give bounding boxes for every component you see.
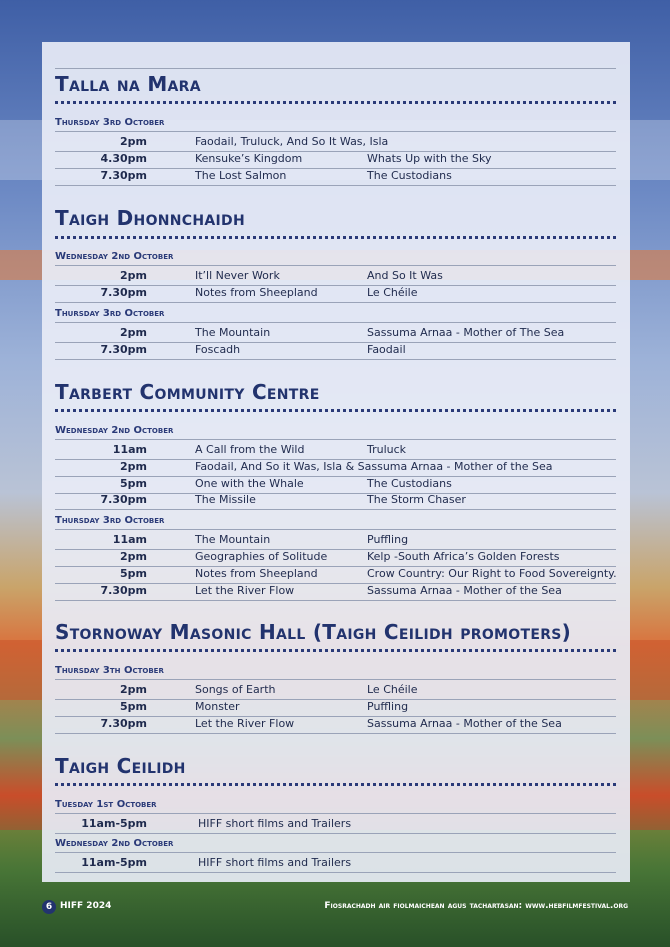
screening-time: 5pm — [120, 567, 147, 580]
day-divider — [55, 439, 616, 440]
film-title: The Storm Chaser — [367, 493, 466, 506]
screening-time: 11am — [112, 443, 147, 456]
title-rule — [55, 68, 616, 69]
screening-time: 2pm — [120, 683, 147, 696]
film-title: Sassuma Arnaa - Mother of the Sea — [367, 717, 562, 730]
table-row — [55, 442, 616, 460]
table-row — [55, 816, 616, 834]
table-row — [55, 492, 616, 510]
film-title: Crow Country: Our Right to Food Sovereignty. — [367, 567, 617, 580]
day-heading: Thursday 3th October — [55, 665, 164, 676]
day-divider — [55, 265, 616, 266]
footer-website: Fiosrachadh air fiolmaichean agus tachartasan: www.hebfilmfestival.org — [324, 901, 628, 911]
film-title: Faodail, And So it Was, Isla & Sassuma Arnaa - Mother of the Sea — [195, 460, 553, 473]
film-title: Sassuma Arnaa - Mother of the Sea — [367, 584, 562, 597]
table-row — [55, 855, 616, 873]
table-row — [55, 285, 616, 303]
film-title: It’ll Never Work — [195, 269, 280, 282]
day-heading: Thursday 3rd October — [55, 515, 165, 526]
screening-time: 7.30pm — [100, 343, 147, 356]
table-row — [55, 325, 616, 343]
film-title: Faodail, Truluck, And So It Was, Isla — [195, 135, 389, 148]
screening-time: 7.30pm — [100, 169, 147, 182]
film-title: Notes from Sheepland — [195, 286, 318, 299]
screening-time: 7.30pm — [100, 717, 147, 730]
film-title: And So It Was — [367, 269, 443, 282]
film-title: The Custodians — [367, 169, 452, 182]
film-title: Le Chéile — [367, 286, 418, 299]
film-title: Kelp -South Africa’s Golden Forests — [367, 550, 560, 563]
screening-time: 4.30pm — [100, 152, 147, 165]
table-row — [55, 566, 616, 584]
table-row — [55, 682, 616, 700]
day-divider — [55, 529, 616, 530]
table-row — [55, 716, 616, 734]
film-title: The Missile — [195, 493, 256, 506]
screening-time: 5pm — [120, 477, 147, 490]
screening-time: 7.30pm — [100, 584, 147, 597]
screening-time: 2pm — [120, 135, 147, 148]
table-row — [55, 151, 616, 169]
section-title: Taigh Dhonnchaidh — [55, 206, 245, 230]
screening-time: 11am-5pm — [81, 817, 147, 830]
table-row — [55, 549, 616, 567]
table-row — [55, 583, 616, 601]
film-title: One with the Whale — [195, 477, 304, 490]
film-title: HIFF short films and Trailers — [198, 856, 352, 869]
day-heading: Wednesday 2nd October — [55, 425, 174, 436]
table-row — [55, 532, 616, 550]
day-heading: Thursday 3rd October — [55, 117, 165, 128]
table-row — [55, 268, 616, 286]
table-row — [55, 342, 616, 360]
screening-time: 11am — [112, 533, 147, 546]
table-row — [55, 699, 616, 717]
film-title: A Call from the Wild — [195, 443, 305, 456]
screening-time: 11am-5pm — [81, 856, 147, 869]
film-title: The Mountain — [195, 326, 271, 339]
section-title: Taigh Ceilidh — [55, 754, 186, 778]
table-row — [55, 168, 616, 186]
screening-time: 2pm — [120, 460, 147, 473]
film-title: The Custodians — [367, 477, 452, 490]
film-title: Le Chéile — [367, 683, 418, 696]
dotted-divider — [55, 783, 616, 786]
film-title: Kensuke’s Kingdom — [195, 152, 303, 165]
film-title: Notes from Sheepland — [195, 567, 318, 580]
table-row — [55, 459, 616, 477]
screening-time: 2pm — [120, 269, 147, 282]
film-title: Puffling — [367, 700, 409, 713]
day-divider — [55, 322, 616, 323]
film-title: Songs of Earth — [195, 683, 276, 696]
day-divider — [55, 813, 616, 814]
film-title: Monster — [195, 700, 240, 713]
page-number: 6 — [42, 900, 56, 914]
day-divider — [55, 852, 616, 853]
film-title: HIFF short films and Trailers — [198, 817, 352, 830]
film-title: Whats Up with the Sky — [367, 152, 492, 165]
screening-time: 2pm — [120, 550, 147, 563]
day-heading: Wednesday 2nd October — [55, 838, 174, 849]
film-title: Sassuma Arnaa - Mother of The Sea — [367, 326, 565, 339]
screening-time: 7.30pm — [100, 493, 147, 506]
screening-time: 2pm — [120, 326, 147, 339]
screening-time: 5pm — [120, 700, 147, 713]
film-title: Geographies of Solitude — [195, 550, 328, 563]
film-title: Truluck — [367, 443, 407, 456]
film-title: Let the River Flow — [195, 717, 295, 730]
film-title: The Lost Salmon — [195, 169, 287, 182]
dotted-divider — [55, 101, 616, 104]
screening-time: 7.30pm — [100, 286, 147, 299]
day-divider — [55, 679, 616, 680]
table-row — [55, 134, 616, 152]
film-title: Foscadh — [195, 343, 241, 356]
film-title: Faodail — [367, 343, 406, 356]
dotted-divider — [55, 649, 616, 652]
section-title: Stornoway Masonic Hall (Taigh Ceilidh promoters) — [55, 620, 572, 644]
section-title: Tarbert Community Centre — [55, 380, 320, 404]
footer-left: HIFF 2024 — [60, 901, 112, 911]
day-heading: Tuesday 1st October — [55, 799, 157, 810]
section-title: Talla na Mara — [55, 72, 201, 96]
film-title: The Mountain — [195, 533, 271, 546]
film-title: Puffling — [367, 533, 409, 546]
dotted-divider — [55, 409, 616, 412]
day-divider — [55, 131, 616, 132]
day-heading: Wednesday 2nd October — [55, 251, 174, 262]
dotted-divider — [55, 236, 616, 239]
film-title: Let the River Flow — [195, 584, 295, 597]
day-heading: Thursday 3rd October — [55, 308, 165, 319]
